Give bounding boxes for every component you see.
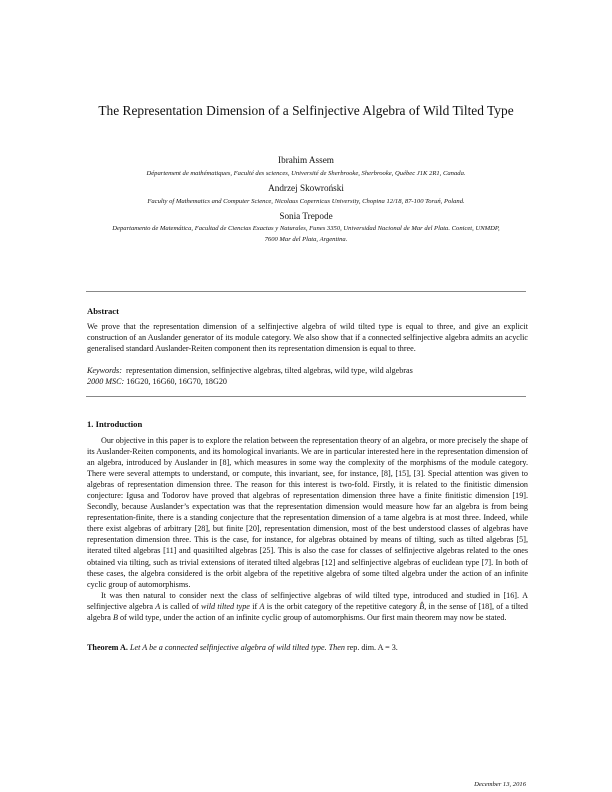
keywords-line bbox=[87, 365, 528, 376]
author-name: Sonia Trepode bbox=[279, 211, 333, 221]
abstract-text: We prove that the representation dimension of a selfinjective algebra of wild tilted type is equal to three, and give an explicit construction of an Auslander generator of its module category. We also show that if a connected selfinjective algebra admits an acyclic generalised standard Auslander-Reiten component then its representation dimension is equal to three. bbox=[87, 322, 528, 354]
keywords-value: representation dimension, selfinjective algebras, tilted algebras, wild type, wild algebras bbox=[125, 366, 413, 375]
footer-date: December 13, 2016 bbox=[474, 781, 526, 788]
keywords-label: Keywords: bbox=[87, 366, 122, 375]
theorem-statement: Let A be a connected selfinjective algebra of wild tilted type. Then bbox=[129, 643, 345, 652]
paper-title: The Representation Dimension of a Selfinjective Algebra of Wild Tilted Type bbox=[98, 103, 514, 118]
theorem-label: Theorem A. bbox=[87, 643, 128, 652]
abstract-top-rule bbox=[86, 291, 526, 292]
abstract-bottom-rule bbox=[86, 396, 526, 397]
section-heading: 1. Introduction bbox=[87, 419, 143, 429]
author-affiliation: 7600 Mar del Plata, Argentina. bbox=[264, 236, 348, 243]
author-affiliation: Faculty of Mathematics and Computer Science, Nicolaus Copernicus University, Chopina 12/18, 87-100 Toruń, Poland. bbox=[147, 198, 465, 205]
author-name: Ibrahim Assem bbox=[278, 155, 334, 165]
msc-label: 2000 MSC: bbox=[87, 377, 125, 386]
author-affiliation: Département de mathématiques, Faculté des sciences, Université de Sherbrooke, Sherbrooke, Québec J1K 2R1, Canada. bbox=[146, 170, 466, 177]
msc-value: 16G20, 16G60, 16G70, 18G20 bbox=[126, 377, 227, 386]
theorem-formula: rep. dim. A = 3. bbox=[346, 643, 398, 652]
abstract-heading: Abstract bbox=[87, 306, 119, 316]
msc-line bbox=[87, 376, 528, 387]
intro-paragraph-2: It was then natural to consider next the class of selfinjective algebras of wild tilted type, introduced and studied in [16]. A selfinjective algebra A is called of wild tilted type if A is the orbit category of the repetitive category B̂, in the sense of [18], of a tilted algebra B of wild type, under the action of an infinite cyclic group of automorphisms. Our first main theorem may now be stated. bbox=[87, 591, 528, 623]
author-affiliation: Departamento de Matemática, Facultad de Ciencias Exactas y Naturales, Funes 3350, Universidad Nacional de Mar del Plata. Conicet, UNMDP, bbox=[112, 225, 500, 232]
intro-paragraph-1: Our objective in this paper is to explore the relation between the representation theory of an algebra, or more precisely the shape of its Auslander-Reiten components, and its homological invariants. We are in particular interested here in the representation dimension of an algebra, introduced by Auslander in [8], which measures in some way the complexity of the morphisms of the module category. There were several attempts to understand, or compute, this invariant, see, for instance, [8], [15], [3]. Special attention was given to algebras of representation dimension three. The reason for this interest is two-fold. Firstly, it is related to the finitistic dimension conjecture: Igusa and Todorov have proved that algebras of representation dimension three have a finite finitistic dimension [19]. Secondly, because Auslander’s expectation was that the representation dimension would measure how far an algebra is from being representation-finite, there is a standing conjecture that the representation dimension of a tame algebra is at most three. Indeed, while there exist algebras of arbitrary [28], but finite [20], representation dimension, most of the best understood classes of algebras have representation dimension three. This is the case, for instance, for algebras obtained by means of tilting, such as tilted algebras [5], iterated tilted algebras [11] and quasitilted algebras [25]. This is also the case for classes of selfinjective algebras related to the ones obtained via tilting, such as trivial extensions of iterated tilted algebras [12] and selfinjective algebras of euclidean type [7]. In both of these cases, the algebra considered is the orbit algebra of the repetitive algebra of some tilted algebra under the action of an infinite cyclic group of automorphisms. bbox=[87, 436, 528, 589]
theorem-a bbox=[87, 642, 528, 653]
author-name: Andrzej Skowroński bbox=[268, 183, 344, 193]
